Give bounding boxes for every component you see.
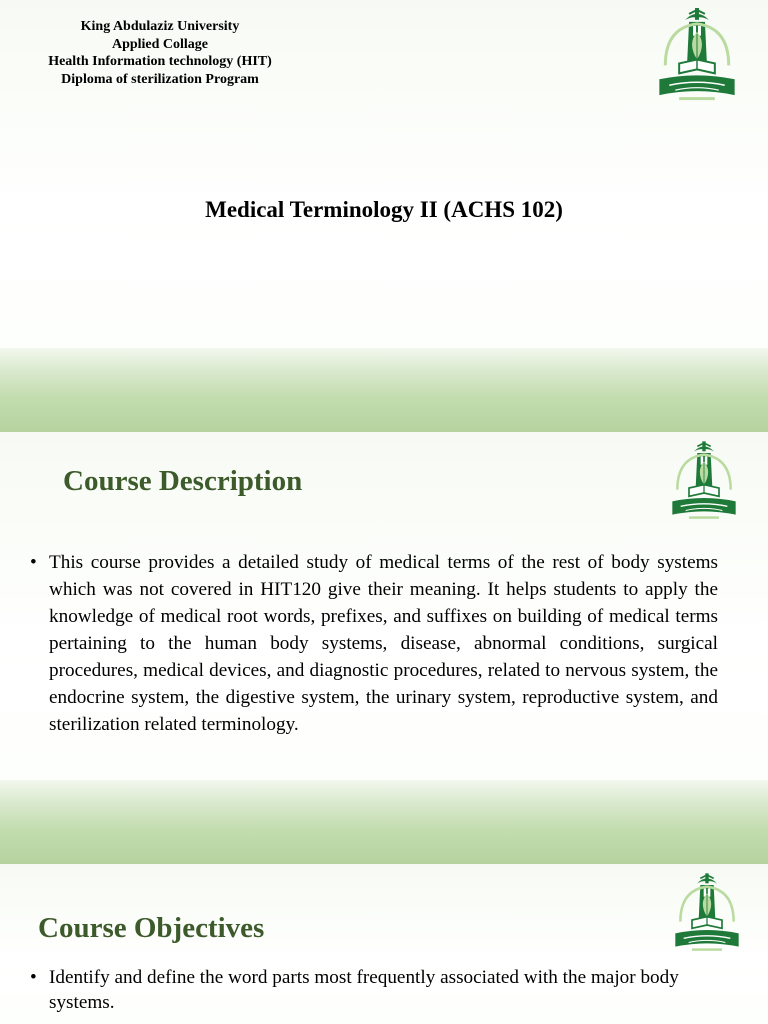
department-name: Health Information technology (HIT) (48, 54, 272, 69)
course-objectives-bullet (30, 965, 718, 1015)
program-name: Diploma of sterilization Program (61, 71, 259, 87)
course-description-bullet (30, 549, 718, 738)
university-logo-icon (672, 865, 742, 965)
course-title: Medical Terminology II (ACHS 102) (205, 197, 563, 222)
institution-header (0, 18, 320, 88)
college-name: Applied Collage (111, 36, 209, 52)
university-logo-icon (669, 433, 739, 533)
course-description-title: Course Description (63, 465, 303, 497)
course-description-text: This course provides a detailed study of medical terms of the rest of body systems which was not covered in HIT120 give their meaning. It helps students to apply the knowledge of medical root words, prefixes, and suffixes on building of medical terms pertaining to the human body systems, disease, abnormal conditions, surgical procedures, medical devices, and diagnostic procedures, related to nervous system, the endocrine system, the digestive system, the urinary system, reproductive system, and sterilization related terminology. (49, 552, 718, 735)
bullet-marker: • (30, 967, 37, 988)
university-logo-icon (655, 6, 739, 109)
bullet-marker: • (30, 552, 37, 573)
course-objective-text: Identify and define the word parts most frequently associated with the major body systems. (49, 967, 679, 1013)
course-objectives-title: Course Objectives (38, 912, 265, 944)
title-slide (0, 0, 768, 348)
university-name: King Abdulaziz University (80, 19, 240, 34)
slide-separator (0, 780, 768, 864)
slide-separator (0, 348, 768, 432)
